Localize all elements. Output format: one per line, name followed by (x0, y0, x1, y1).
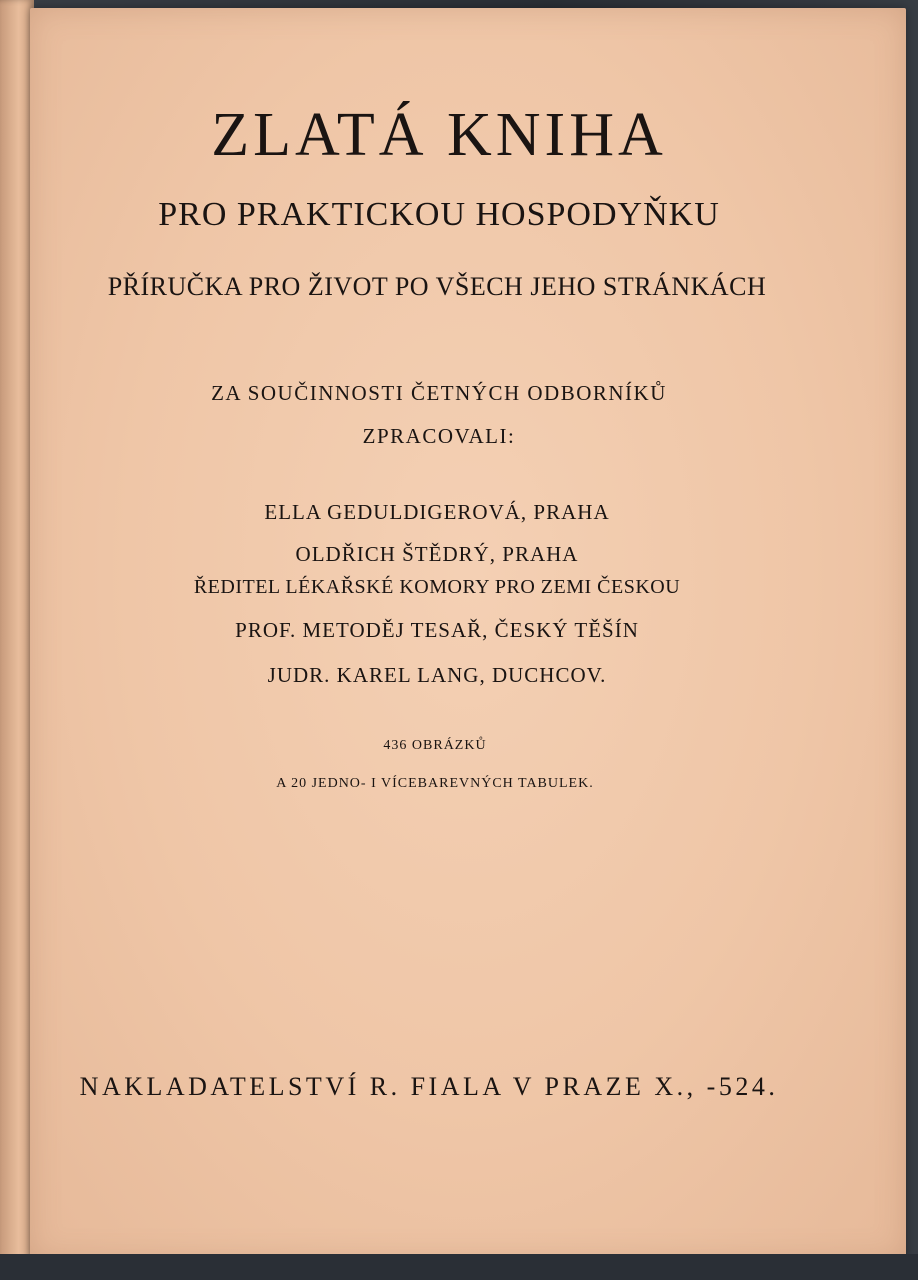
collaboration-note: ZA SOUČINNOSTI ČETNÝCH ODBORNÍKŮ (211, 381, 667, 405)
author-2-role: ŘEDITEL LÉKAŘSKÉ KOMORY PRO ZEMI ČESKOU (193, 576, 681, 598)
book-subtitle: PRO PRAKTICKOU HOSPODYŇKU (158, 196, 720, 233)
book-title: ZLATÁ KNIHA (211, 101, 667, 169)
author-1: ELLA GEDULDIGEROVÁ, PRAHA (264, 500, 610, 524)
publisher-imprint: NAKLADATELSTVÍ R. FIALA V PRAZE X., -524. (79, 1072, 779, 1101)
bottom-shadow (0, 1254, 918, 1280)
book-tagline: PŘÍRUČKA PRO ŽIVOT PO VŠECH JEHO STRÁNKÁCH (107, 272, 767, 301)
author-2: OLDŘICH ŠTĚDRÝ, PRAHA (295, 542, 579, 566)
author-3: PROF. METODĚJ TESAŘ, ČESKÝ TĚŠÍN (235, 618, 639, 642)
illustrations-count: 436 OBRÁZKŮ (383, 738, 487, 753)
plates-count: A 20 JEDNO- I VÍCEBAREVNÝCH TABULEK. (276, 776, 594, 791)
author-4: JUDR. KAREL LANG, DUCHCOV. (267, 663, 607, 687)
prepared-by-label: ZPRACOVALI: (362, 424, 516, 448)
